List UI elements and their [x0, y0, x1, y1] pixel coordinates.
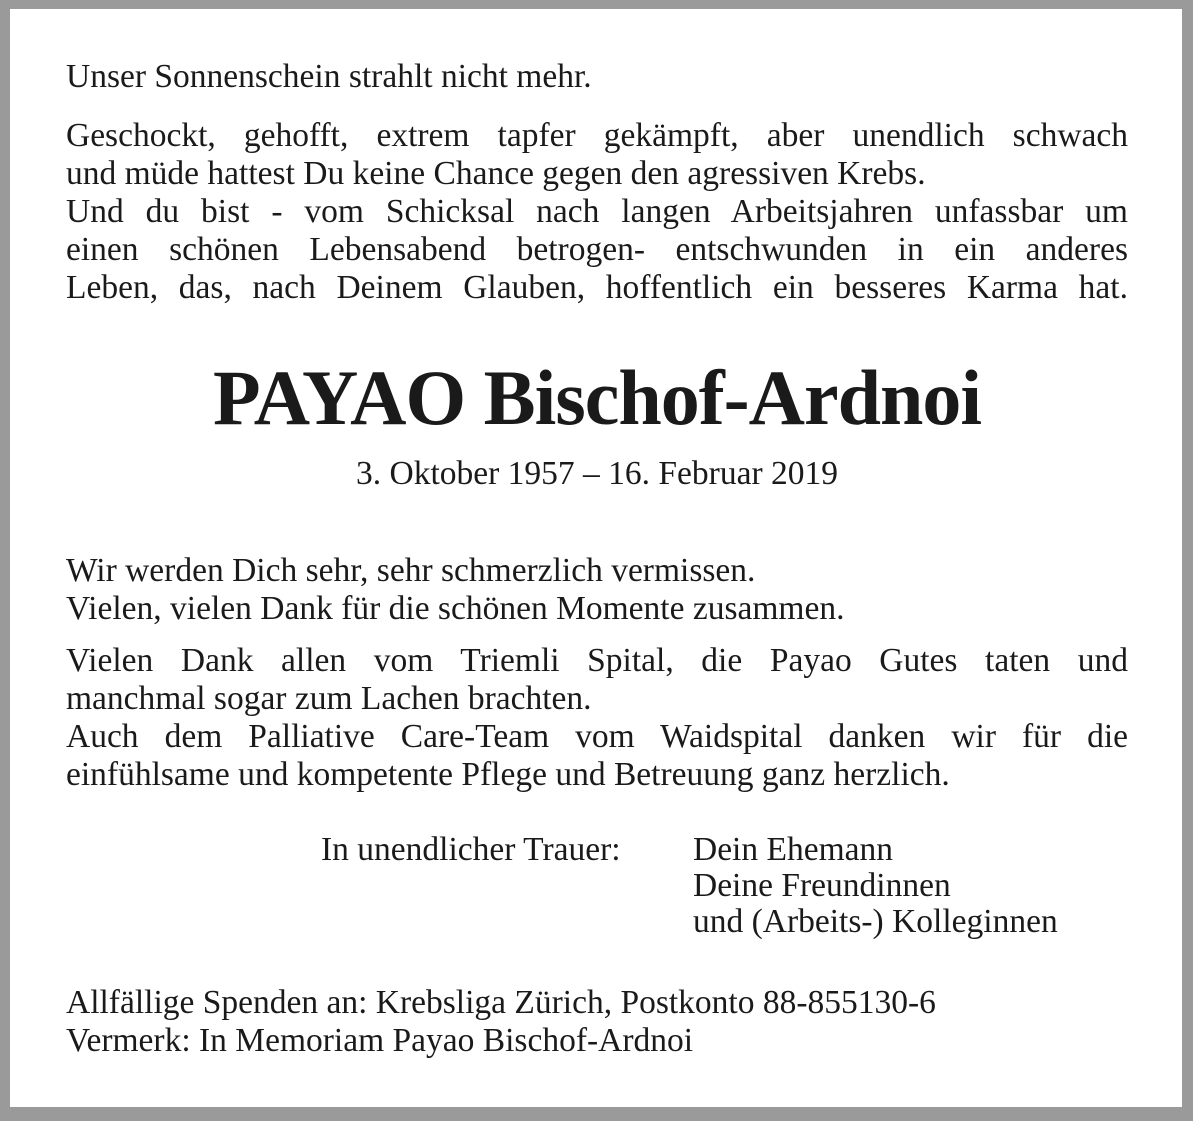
life-dates: 3. Oktober 1957 – 16. Februar 2019 — [356, 455, 838, 492]
opening-line: Unser Sonnenschein strahlt nicht mehr. — [66, 58, 592, 95]
thanks-paragraph — [66, 642, 1128, 794]
intro-line: und müde hattest Du keine Chance gegen den agressiven Krebs. — [66, 155, 926, 192]
mourners-label: In unendlicher Trauer: — [321, 831, 621, 868]
mourner-name: und (Arbeits-) Kolleginnen — [693, 903, 1058, 940]
intro-paragraph — [66, 117, 1128, 307]
farewell-line: Vielen, vielen Dank für die schönen Momente zusammen. — [66, 590, 845, 627]
donation-info — [66, 984, 1128, 1060]
mourner-name: Dein Ehemann — [693, 831, 894, 868]
farewell-paragraph — [66, 552, 1128, 628]
thanks-line: manchmal sogar zum Lachen brachten. — [66, 680, 592, 717]
intro-line: Leben, das, nach Deinem Glauben, hoffentlich ein besseres Karma hat. — [66, 269, 1128, 306]
intro-line: Geschockt, gehofft, extrem tapfer gekämpft, aber unendlich schwach — [66, 117, 1128, 154]
donation-note: Vermerk: In Memoriam Payao Bischof-Ardnoi — [66, 1022, 694, 1059]
thanks-line: einfühlsame und kompetente Pflege und Betreuung ganz herzlich. — [66, 756, 950, 793]
obituary-notice — [10, 9, 1182, 1107]
mourner-name: Deine Freundinnen — [693, 867, 951, 904]
deceased-name: PAYAO Bischof-Ardnoi — [212, 354, 982, 441]
thanks-line: Vielen Dank allen vom Triemli Spital, die Payao Gutes taten und — [66, 642, 1128, 679]
farewell-line: Wir werden Dich sehr, sehr schmerzlich vermissen. — [66, 552, 756, 589]
intro-line: Und du bist - vom Schicksal nach langen Arbeitsjahren unfassbar um — [66, 193, 1128, 230]
intro-line: einen schönen Lebensabend betrogen- entschwunden in ein anderes — [66, 231, 1128, 268]
mourners-list — [693, 832, 1058, 940]
thanks-line: Auch dem Palliative Care-Team vom Waidspital danken wir für die — [66, 718, 1128, 755]
donation-account: Allfällige Spenden an: Krebsliga Zürich, Postkonto 88-855130-6 — [66, 984, 936, 1021]
